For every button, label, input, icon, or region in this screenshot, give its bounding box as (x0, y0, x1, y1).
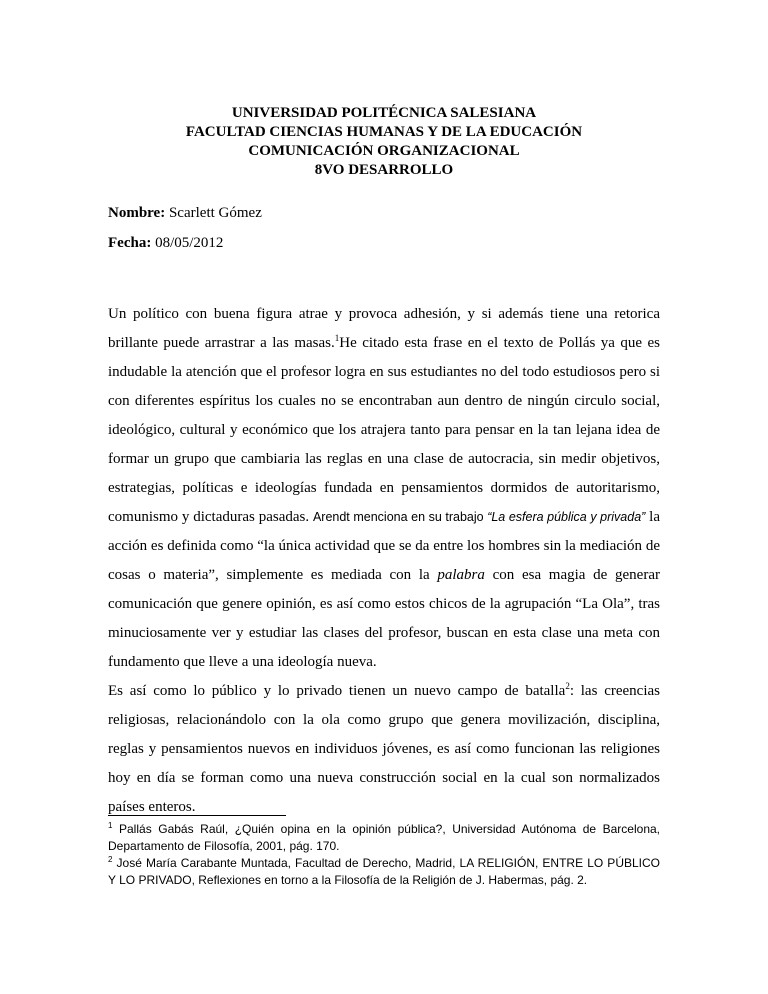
footnotes (108, 821, 660, 889)
footnote-2-mark: 2 (108, 855, 113, 864)
arendt-mention: Arendt menciona en su trabajo (312, 510, 488, 524)
faculty-title: FACULTAD CIENCIAS HUMANAS Y DE LA EDUCACIÓN (185, 124, 583, 140)
document-date (108, 235, 223, 252)
footnote-1-text: Pallás Gabás Raúl, ¿Quién opina en la opinión pública?, Universidad Autónoma de Barcelona, Departamento de Filosofía, 2001, pág. 170. (108, 822, 660, 853)
paragraph-2-text-a: Es así como lo público y lo privado tienen un nuevo campo de batalla (108, 683, 566, 699)
footnote-1 (108, 821, 660, 855)
paragraph-1-text-e: la acción es definida como “la única actividad que se da entre los hombres sin la mediación de cosas o materia”, simplemente es mediada con la (108, 509, 661, 583)
paragraph-1-text-a: Un político con buena figura atrae y provoca adhesión, y si además tiene una retorica brillante puede arrastrar a las masas. (108, 306, 660, 351)
paragraph-1-text-b: He citado esta frase en el texto de Pollás ya que es indudable la atención que el profesor logra en sus estudiantes no del todo estudiosos pero si con diferentes espíritus los cuales no se encontraban aun dentro de ningún circulo social, ideológico, cultural y económico que los atrajera tanto para pensar en la tan lejana idea de formar un grupo que cambiaria las reglas en una clase de autocracia, sin medir objetivos, estrategias, políticas e ideologías fundada en pensamientos dormidos de autoritarismo, comunismo y dictaduras pasadas. (108, 335, 660, 525)
footnote-ref-2: 2 (565, 681, 570, 691)
date-value: 08/05/2012 (151, 235, 224, 251)
program-title: COMUNICACIÓN ORGANIZACIONAL (248, 143, 520, 159)
arendt-work-title: “La esfera pública y privada” (487, 510, 646, 524)
date-label: Fecha: (108, 235, 152, 251)
footnote-1-mark: 1 (108, 821, 113, 830)
document-header (108, 104, 660, 180)
footnote-ref-1: 1 (334, 333, 340, 343)
student-name (108, 205, 262, 222)
paragraph-2-text-b: : las creencias religiosas, relacionándolo con la ola como grupo que genera movilización, disciplina, reglas y pensamientos nuevos en individuos jóvenes, es así como funcionan las religiones hoy en día se forman como una nueva construcción social en la cual son normalizados países enteros. (108, 683, 661, 815)
course-level: 8VO DESARROLLO (314, 162, 454, 178)
paragraph-1 (108, 300, 660, 677)
footnote-2-text: José María Carabante Muntada, Facultad de Derecho, Madrid, LA RELIGIÓN, ENTRE LO PÚBLICO Y LO PRIVADO, Reflexiones en torno a la Filosofía de la Religión de J. Habermas, pág. 2. (108, 856, 660, 887)
name-label: Nombre: (108, 205, 166, 221)
essay-body (108, 300, 660, 822)
footnote-separator (108, 815, 286, 816)
paragraph-2 (108, 677, 660, 822)
name-value: Scarlett Gómez (165, 205, 262, 221)
footnote-2 (108, 855, 660, 889)
university-title: UNIVERSIDAD POLITÉCNICA SALESIANA (231, 105, 537, 121)
paragraph-1-text-g: con esa magia de generar comunicación que genere opinión, es así como estos chicos de la agrupación “La Ola”, tras minuciosamente ver y estudiar las clases del profesor, buscan en esta clase una meta con fundamento que lleve a una ideología nueva. (108, 567, 660, 670)
emphasis-palabra: palabra (437, 567, 485, 583)
